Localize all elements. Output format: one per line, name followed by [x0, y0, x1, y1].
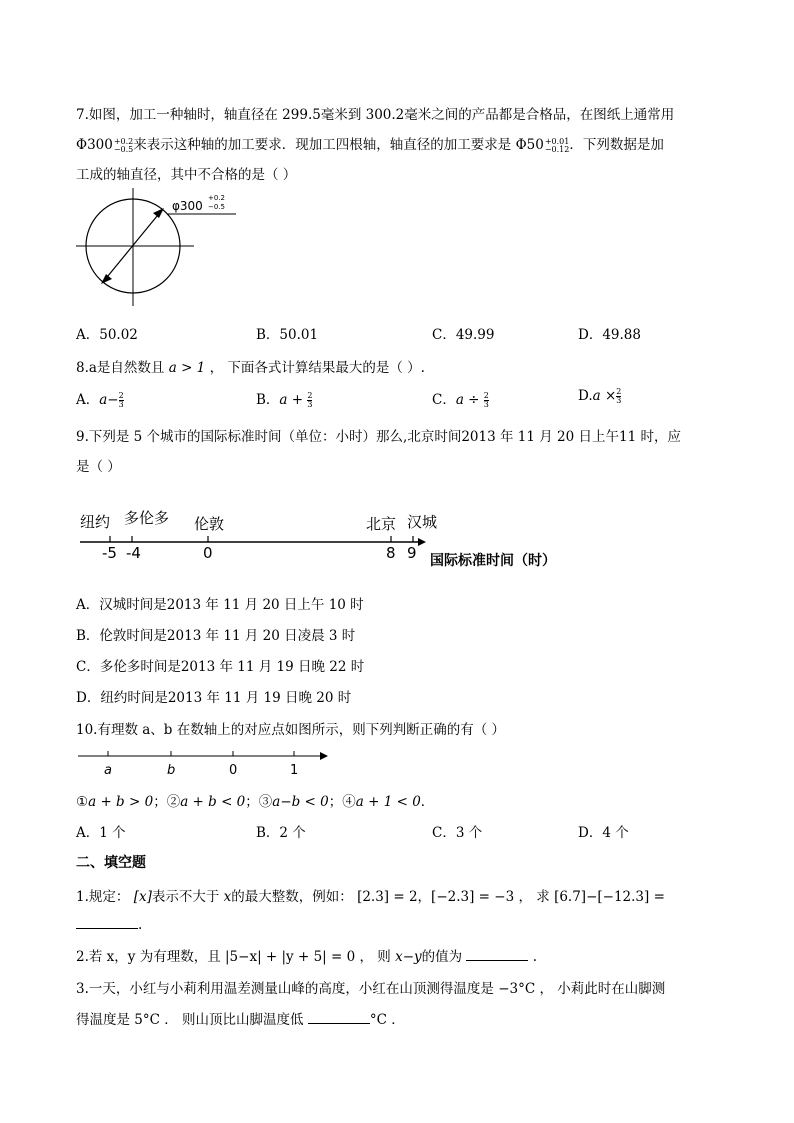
f3-stem-line1: 3.一天，小红与小莉利用温差测量山峰的高度，小红在山顶测得温度是 −3°C ， 小莉此时在山脚测 — [76, 981, 666, 997]
q8-stem — [76, 356, 425, 376]
arrow-head-bottom — [101, 274, 112, 284]
city-beijing: 北京 — [366, 515, 397, 533]
q7-phi300: Φ300 — [76, 137, 113, 153]
f3-foot-temp: 5°C — [134, 1012, 160, 1028]
statement-3: a−b < 0 — [272, 794, 329, 810]
q7-option-a[interactable]: A．50.02 — [76, 327, 138, 343]
q9-stem-line1: 9.下列是 5 个城市的国际标准时间（单位：小时）那么,北京时间2013 年 11 月 20 日上午11 时，应 — [76, 429, 681, 445]
city-toronto: 多伦多 — [124, 509, 170, 527]
q9-stem-line2: 是（ ） — [76, 459, 121, 475]
tick-label: -5 — [102, 544, 117, 562]
q7-text-mid: 来表示这种轴的加工要求．现加工四根轴，轴直径的加工要求是 Φ50 — [133, 137, 544, 153]
q8-option-c[interactable]: C．a ÷ $\frac{2}{3}$ — [432, 391, 489, 409]
number-line-arrow — [320, 752, 328, 760]
timeline-arrow-head — [418, 538, 426, 546]
statement-1: a + b > 0 — [88, 794, 154, 810]
section-title-fill-blank: 二、填空题 — [76, 855, 146, 871]
f1-answer-line: . — [76, 914, 142, 933]
q7-option-c[interactable]: C．49.99 — [432, 327, 495, 343]
q7-stem-line2 — [76, 133, 664, 154]
tick-label: 9 — [407, 544, 417, 562]
q9-option-b[interactable]: B．伦敦时间是2013 年 11 月 20 日凌晨 3 时 — [76, 628, 356, 644]
zero-label: 0 — [229, 763, 238, 778]
q9-option-d[interactable]: D．纽约时间是2013 年 11 月 19 日晚 20 时 — [76, 690, 352, 706]
q9-timezone-figure — [80, 505, 590, 573]
q10-statements: ①a + b > 0；②a + b < 0；③a−b < 0；④a + 1 < 0． — [76, 794, 435, 810]
shaft-tolerance-lower: −0.5 — [208, 203, 225, 211]
q8-option-b[interactable]: B．a + $\frac{2}{3}$ — [256, 391, 313, 409]
f3-top-temp: −3°C — [498, 981, 536, 997]
q10-option-b[interactable]: B．2 个 — [256, 825, 306, 841]
q7-tolerance-1: +0.2 −0.5 — [113, 136, 134, 154]
f3-answer-blank[interactable] — [308, 1009, 370, 1024]
q7-shaft-figure — [76, 188, 246, 310]
axis-label: 国际标准时间（时） — [430, 553, 556, 569]
q10-option-a[interactable]: A．1 个 — [76, 825, 126, 841]
q10-stem: 10.有理数 a、b 在数轴上的对应点如图所示，则下列判断正确的有（ ） — [76, 722, 506, 738]
q8-stem-tail: ， 下面各式计算结果最大的是（ ）. — [209, 360, 425, 376]
q8-stem-text: 8.a是自然数且 — [76, 360, 165, 376]
q7-option-d[interactable]: D．49.88 — [578, 327, 641, 343]
q9-option-c[interactable]: C．多伦多时间是2013 年 11 月 19 日晚 22 时 — [76, 659, 365, 675]
statement-4: a + 1 < 0 — [355, 794, 421, 810]
q7-stem-line3: 工成的轴直径，其中不合格的是（ ） — [76, 167, 297, 183]
tick-label: 8 — [386, 544, 396, 562]
f3-stem-line2: 得温度是 5°C ． 则山顶比山脚温度低 °C ． — [76, 1008, 405, 1028]
q9-option-a[interactable]: A．汉城时间是2013 年 11 月 20 日上午 10 时 — [76, 597, 364, 613]
q7-text-end: ．下列数据是加 — [569, 137, 664, 153]
q10-number-line — [76, 746, 336, 780]
arrow-head-top — [153, 208, 164, 218]
tick-label: -4 — [126, 544, 141, 562]
q8-option-d[interactable]: D.a × $\frac{2}{3}$ — [578, 387, 622, 405]
shaft-tolerance-upper: +0.2 — [208, 194, 225, 202]
f2-answer-blank[interactable] — [466, 946, 528, 961]
q8-condition: a > 1 — [168, 360, 206, 376]
city-seoul: 汉城 — [407, 513, 438, 531]
q10-option-c[interactable]: C．3 个 — [432, 825, 483, 841]
q10-option-d[interactable]: D．4 个 — [578, 825, 629, 841]
q7-stem-line1: 7.如图，加工一种轴时，轴直径在 299.5毫米到 300.2毫米之间的产品都是合格品，在图纸上通常用 — [76, 107, 675, 123]
point-b-label: b — [167, 763, 176, 778]
f2-stem: 2.若 x，y 为有理数，且 |5−x| + |y + 5| = 0 ， 则 x−y的值为 . — [76, 945, 537, 965]
q7-option-b[interactable]: B．50.01 — [256, 327, 319, 343]
q7-tolerance-2: +0.01 −0.12 — [544, 136, 570, 154]
city-newyork: 纽约 — [80, 513, 111, 531]
f1-answer-blank[interactable] — [76, 914, 138, 929]
statement-2: a + b < 0 — [180, 794, 246, 810]
point-a-label: a — [104, 763, 112, 778]
tick-label: 0 — [203, 544, 213, 562]
one-label: 1 — [290, 763, 299, 778]
f2-condition: |5−x| + |y + 5| = 0 — [225, 949, 356, 965]
shaft-dimension-label: φ300 — [172, 199, 203, 213]
f1-stem: 1.规定： [x]表示不大于 x的最大整数，例如： [2.3] = 2，[−2.3] = −3 ， 求 [6.7]−[−12.3] = — [76, 889, 665, 905]
city-london: 伦敦 — [194, 515, 225, 533]
q8-option-a[interactable]: A．a− $\frac{2}{3}$ — [76, 391, 124, 409]
